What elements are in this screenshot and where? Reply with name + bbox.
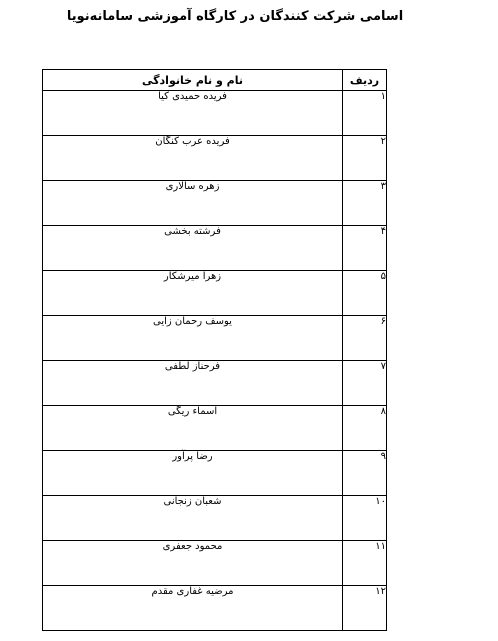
row-number-cell: ۲ [343, 136, 387, 181]
table-row [43, 541, 387, 586]
row-number-cell: ۹ [343, 451, 387, 496]
table-row [43, 91, 387, 136]
participant-name-cell: زهرا میرشکار [43, 271, 343, 316]
participant-name-cell: فریده عرب کنگان [43, 136, 343, 181]
participants-table [42, 69, 387, 631]
table-row [43, 361, 387, 406]
table-header-row [43, 70, 387, 91]
table-row [43, 136, 387, 181]
column-header-row-number: ردیف [343, 70, 387, 91]
participant-name-cell: فرشته بخشی [43, 226, 343, 271]
row-number-cell: ۸ [343, 406, 387, 451]
participant-name-cell: یوسف رحمان زایی [43, 316, 343, 361]
row-number-cell: ۱۲ [343, 586, 387, 631]
table-row [43, 586, 387, 631]
table-row [43, 181, 387, 226]
column-header-full-name: نام و نام خانوادگی [43, 70, 343, 91]
table-row [43, 316, 387, 361]
row-number-cell: ۱۱ [343, 541, 387, 586]
table-row [43, 496, 387, 541]
page-title: اسامی شرکت کنندگان در کارگاه آموزشی سامانه‌نویا [66, 9, 404, 24]
participant-name-cell: محمود جعفری [43, 541, 343, 586]
participant-name-cell: رضا پرآور [43, 451, 343, 496]
row-number-cell: ۷ [343, 361, 387, 406]
row-number-cell: ۳ [343, 181, 387, 226]
table-row [43, 451, 387, 496]
participant-name-cell: اسماء ریگی [43, 406, 343, 451]
participant-name-cell: فریده حمیدی کیا [43, 91, 343, 136]
row-number-cell: ۵ [343, 271, 387, 316]
row-number-cell: ۴ [343, 226, 387, 271]
table-row [43, 226, 387, 271]
table-row [43, 406, 387, 451]
table-row [43, 271, 387, 316]
row-number-cell: ۶ [343, 316, 387, 361]
row-number-cell: ۱۰ [343, 496, 387, 541]
participant-name-cell: زهره سالاری [43, 181, 343, 226]
participant-name-cell: فرحناز لطفی [43, 361, 343, 406]
participant-name-cell: مرضیه غفاری مقدم [43, 586, 343, 631]
participant-name-cell: شعبان زنجانی [43, 496, 343, 541]
row-number-cell: ۱ [343, 91, 387, 136]
